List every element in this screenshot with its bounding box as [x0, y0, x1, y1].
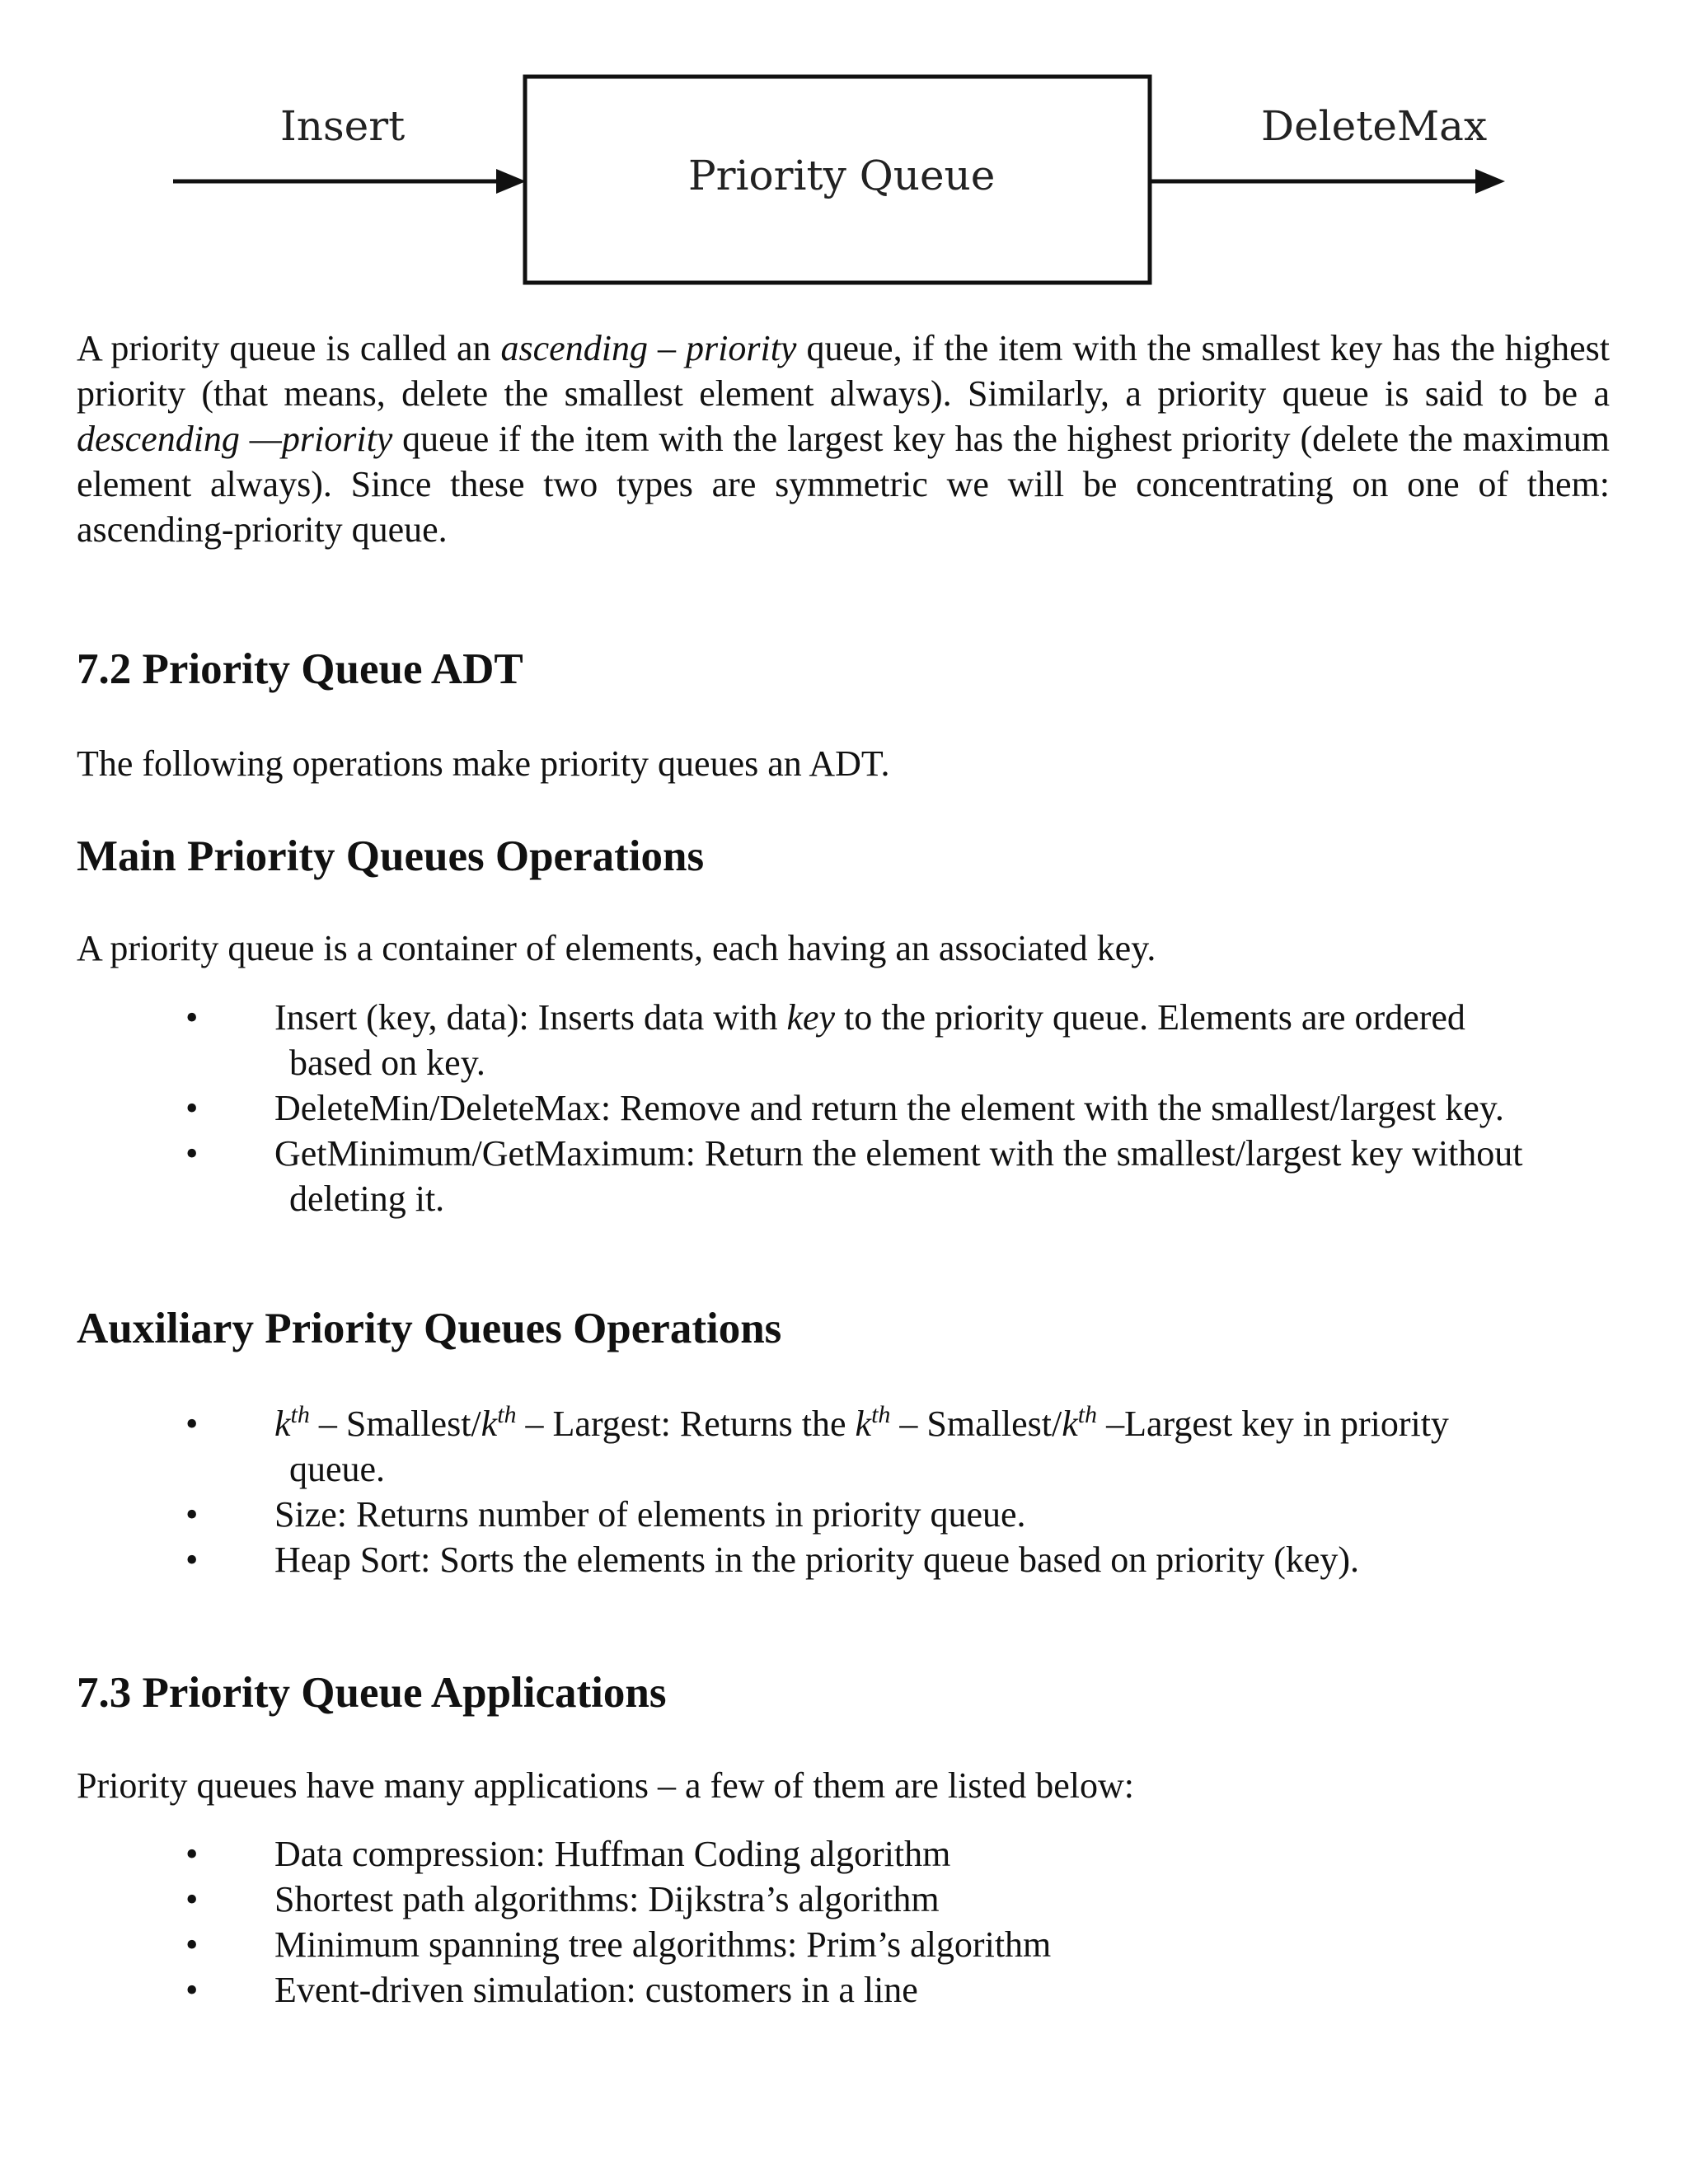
- list-item: • Heap Sort: Sorts the elements in the priority queue based on priority (key).: [77, 1537, 1610, 1582]
- list-item: • Size: Returns number of elements in priority queue.: [77, 1492, 1610, 1537]
- intro-paragraph: A priority queue is called an ascending – priority queue, if the item with the smallest key has the highest priority (that means, delete the smallest element always). Similarly, a priority queue is said to be a descending —priority queue if the item with the largest key has the highest priority (delete the maximum element always). Since these two types are symmetric we will be concentrating on one of them: ascending-priority queue.: [77, 328, 1610, 550]
- insert-label: Insert: [280, 102, 406, 150]
- bullet: •: [185, 997, 199, 1038]
- section-7-3-heading: 7.3 Priority Queue Applications: [77, 1669, 667, 1717]
- bullet: •: [185, 1494, 199, 1535]
- list-item: • Insert (key, data): Inserts data with key to the priority queue. Elements are ordered based on key.: [77, 995, 1610, 1085]
- bullet: •: [185, 1879, 199, 1919]
- section-7-3-text: Priority queues have many applications – a few of them are listed below:: [77, 1765, 1134, 1806]
- bullet: •: [185, 1834, 199, 1874]
- list-item: • GetMinimum/GetMaximum: Return the element with the smallest/largest key without deleting it.: [77, 1131, 1610, 1221]
- applications-list: [77, 1831, 1610, 2013]
- bullet: •: [185, 1404, 199, 1444]
- list-item: • Data compression: Huffman Coding algorithm: [77, 1831, 1610, 1877]
- bullet: •: [185, 1540, 199, 1580]
- main-ops-list: [77, 995, 1610, 1221]
- section-7-2-heading: 7.2 Priority Queue ADT: [77, 645, 523, 693]
- list-item: • $k^{th}$ – Smallest/$k^{th}$ – Largest: Returns the $k^{th}$ – Smallest/$k^{th}$ –Largest key in priority queue.: [185, 1401, 1449, 1489]
- aux-ops-heading: Auxiliary Priority Queues Operations: [77, 1305, 782, 1352]
- main-ops-heading: Main Priority Queues Operations: [77, 832, 705, 880]
- list-item: • Shortest path algorithms: Dijkstra’s algorithm: [77, 1877, 1610, 1922]
- priority-queue-diagram: [0, 0, 1688, 313]
- bullet: •: [185, 1970, 199, 2010]
- aux-ops-list: [77, 1401, 1610, 1582]
- list-item: • Minimum spanning tree algorithms: Prim’s algorithm: [77, 1922, 1610, 1967]
- section-7-2-text: The following operations make priority queues an ADT.: [77, 743, 890, 784]
- document-body: [77, 326, 1610, 2013]
- bullet: •: [185, 1924, 199, 1965]
- deletemax-label: DeleteMax: [1261, 102, 1488, 150]
- list-item: • DeleteMin/DeleteMax: Remove and return the element with the smallest/largest key.: [77, 1085, 1610, 1131]
- bullet: •: [185, 1088, 199, 1128]
- list-item: • Event-driven simulation: customers in a line: [77, 1967, 1610, 2013]
- box-label: Priority Queue: [688, 152, 996, 199]
- insert-arrowhead: [496, 169, 526, 194]
- bullet: •: [185, 1133, 199, 1174]
- deletemax-arrowhead: [1475, 169, 1505, 194]
- main-ops-text: A priority queue is a container of elements, each having an associated key.: [77, 928, 1156, 968]
